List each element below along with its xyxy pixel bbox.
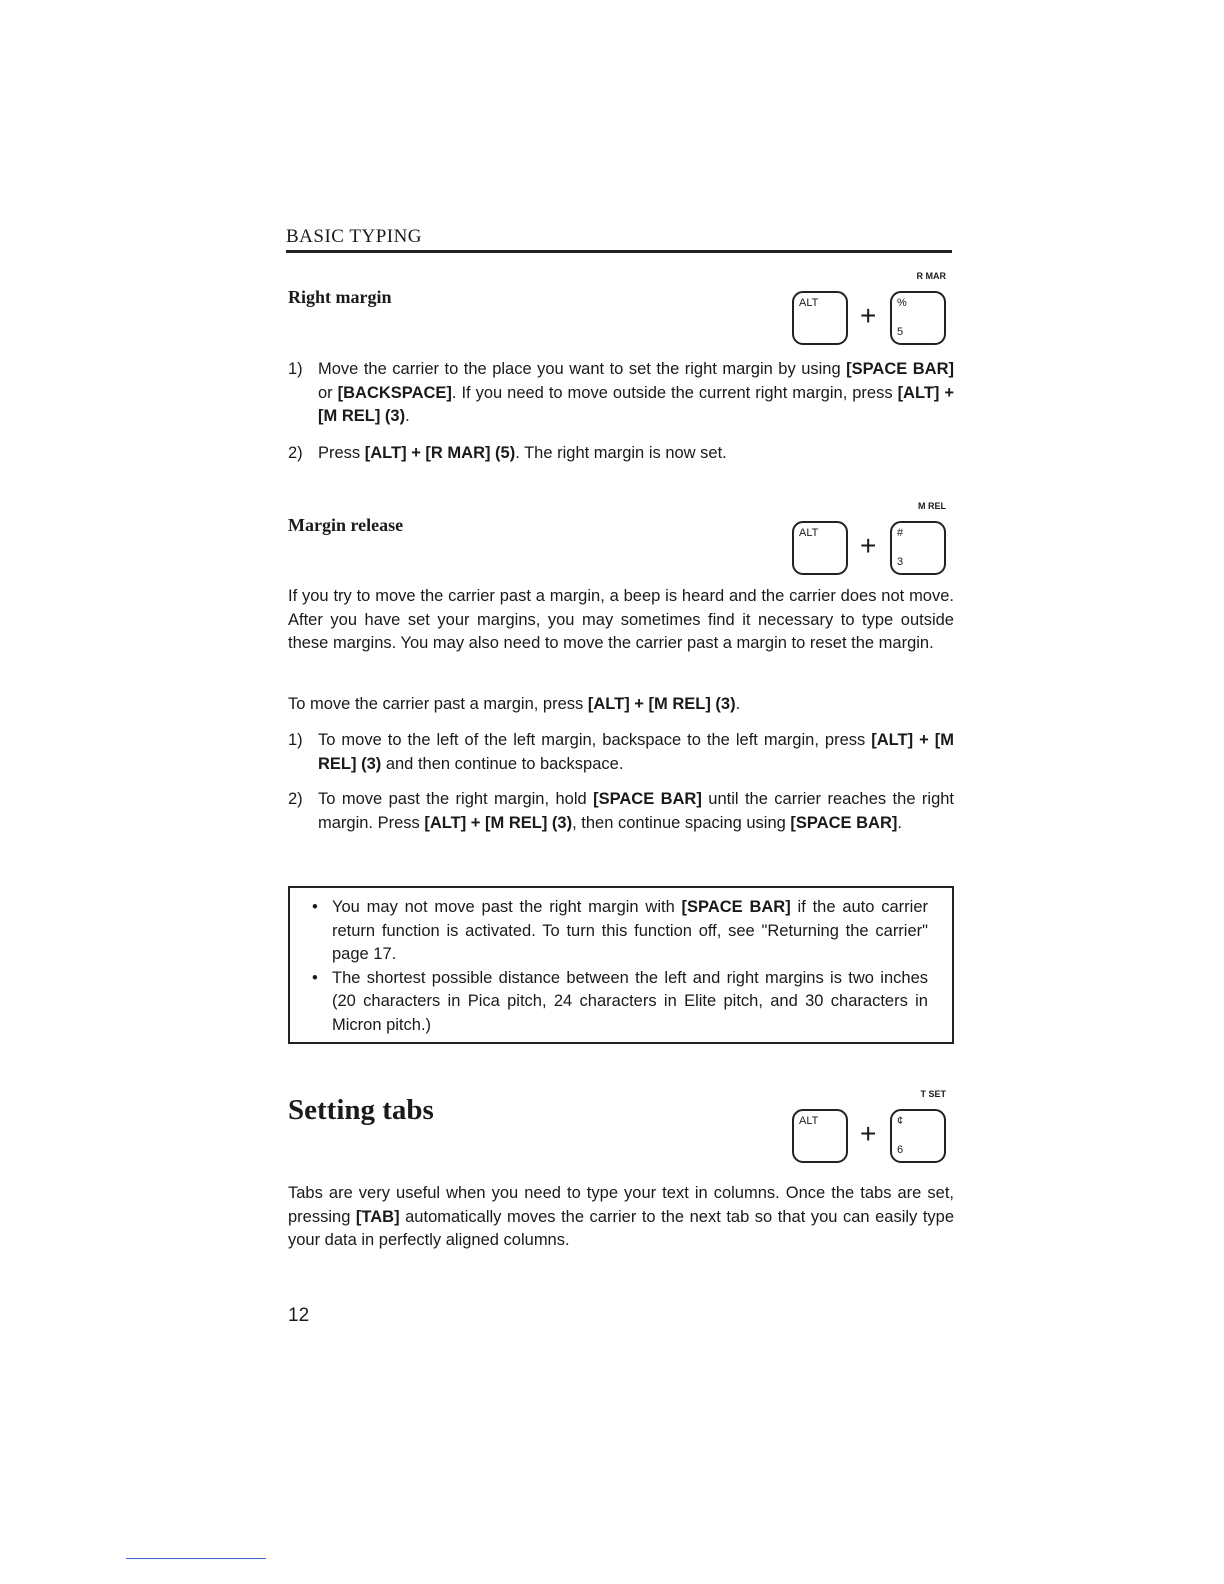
margin-release-step-2: 2) To move past the right margin, hold [SPACE BAR] until the carrier reaches the right margin. Press [ALT] + [M REL] (3), then continue spacing using [SPACE BAR].: [288, 790, 955, 832]
r-mar-key-label: R MAR: [916, 271, 946, 281]
page-number: 12: [288, 1305, 310, 1326]
note-box: [288, 886, 954, 1044]
margin-release-instruction: To move the carrier past a margin, press [ALT] + [M REL] (3).: [288, 695, 741, 713]
running-header: [286, 226, 952, 253]
margin-release-step-1: 1) To move to the left of the left margin, backspace to the left margin, press [ALT] + [M REL] (3) and then continue to backspace.: [288, 731, 954, 773]
header-title: BASIC TYPING: [286, 226, 423, 247]
alt-key: ALT: [792, 1109, 848, 1163]
right-margin-heading: Right margin: [288, 287, 392, 307]
setting-tabs-key-combo: [792, 1089, 952, 1167]
plus-sign: +: [860, 1118, 877, 1149]
t-set-key-label: T SET: [920, 1089, 946, 1099]
plus-sign: +: [860, 530, 877, 561]
alt-key: ALT: [792, 521, 848, 575]
footer-rule: [126, 1558, 266, 1559]
margin-release-key-combo: [792, 501, 952, 579]
five-key: % 5: [890, 291, 946, 345]
right-margin-step-2: 2) Press [ALT] + [R MAR] (5). The right margin is now set.: [288, 444, 727, 462]
three-key: # 3: [890, 521, 946, 575]
setting-tabs-heading: Setting tabs: [288, 1094, 434, 1126]
six-key: ¢ 6: [890, 1109, 946, 1163]
right-margin-step-1: 1) Move the carrier to the place you want to set the right margin by using [SPACE BAR] or [BACKSPACE]. If you need to move outside the current right margin, press [ALT] + [M REL] (3).: [288, 360, 954, 425]
note-item: • You may not move past the right margin with [SPACE BAR] if the auto carrier return function is activated. To turn this function off, see "Returning the carrier" page 17.: [312, 898, 928, 963]
setting-tabs-paragraph: Tabs are very useful when you need to type your text in columns. Once the tabs are set, pressing [TAB] automatically moves the carrier to the next tab so that you can easily type your data in perfectly aligned columns.: [288, 1184, 955, 1249]
note-item: • The shortest possible distance between the left and right margins is two inches (20 characters in Pica pitch, 24 characters in Elite pitch, and 30 characters in Micron pitch.): [312, 968, 928, 1034]
right-margin-key-combo: [792, 271, 952, 349]
plus-sign: +: [860, 300, 877, 331]
alt-key: ALT: [792, 291, 848, 345]
margin-release-intro: If you try to move the carrier past a margin, a beep is heard and the carrier does not move. After you have set your margins, you may sometimes find it necessary to type outside these margins. You may also need to move the carrier past a margin to reset the margin.: [288, 587, 954, 652]
m-rel-key-label: M REL: [918, 501, 946, 511]
margin-release-heading: Margin release: [288, 515, 404, 535]
